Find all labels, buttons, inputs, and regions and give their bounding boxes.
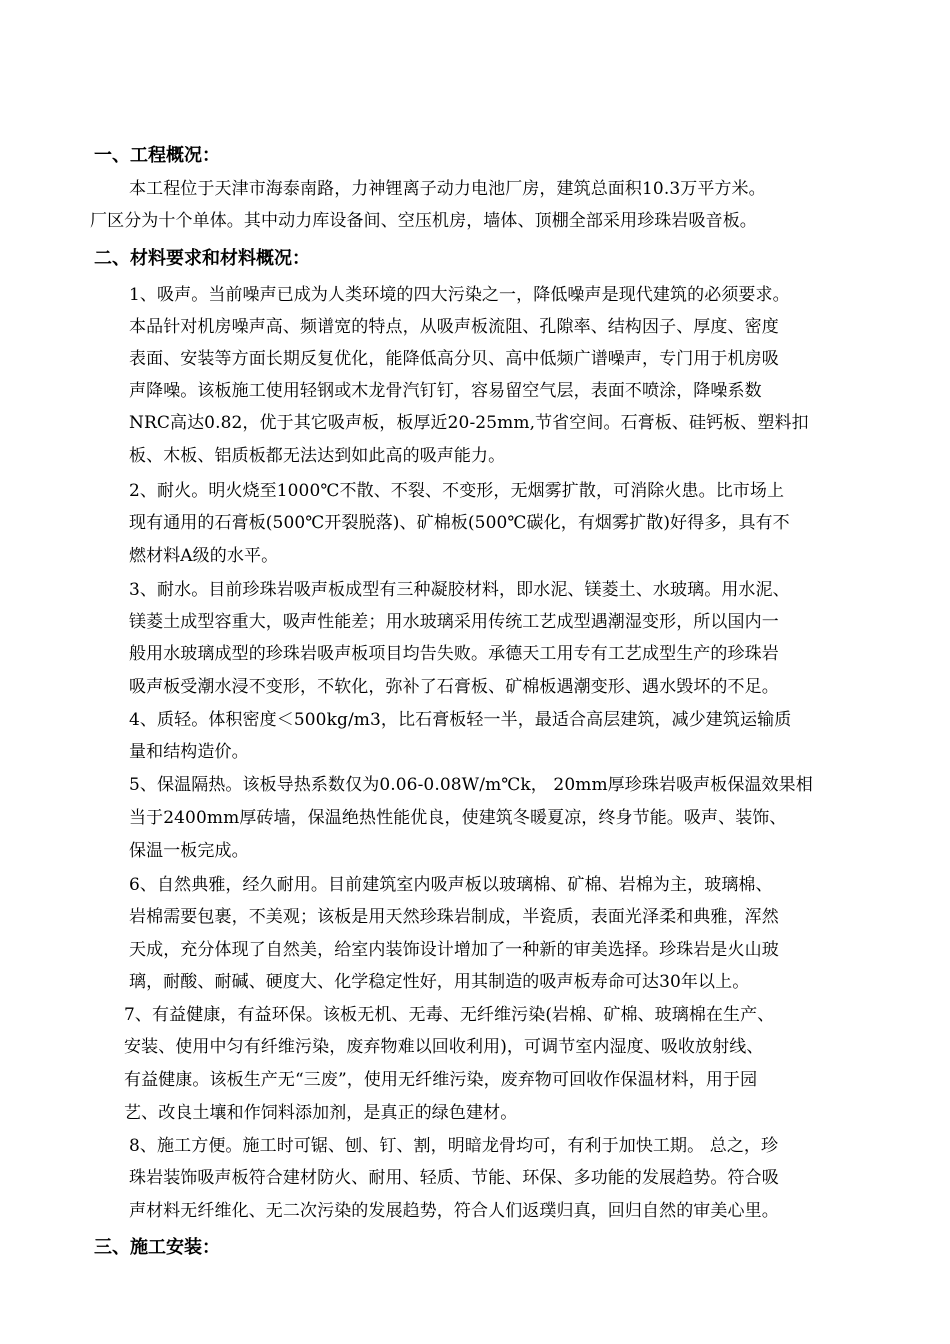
paragraph-line: 吸声板受潮水浸不变形，不软化，弥补了石膏板、矿棉板遇潮变形、遇水毁坏的不足。: [129, 677, 779, 697]
paragraph-line: 量和结构造价。: [129, 742, 249, 762]
paragraph-line: 声材料无纤维化、无二次污染的发展趋势，符合人们返璞归真，回归自然的审美心里。: [129, 1201, 779, 1221]
paragraph-line: 本品针对机房噪声高、频谱宽的特点，从吸声板流阻、孔隙率、结构因子、厚度、密度: [129, 317, 779, 337]
section-heading-materials: 二、材料要求和材料概况：: [94, 248, 310, 269]
paragraph-line: 1、吸声。当前噪声已成为人类环境的四大污染之一，降低噪声是现代建筑的必须要求。: [129, 285, 790, 305]
paragraph-line: 本工程位于天津市海泰南路，力神锂离子动力电池厂房，建筑总面积10.3万平方米。: [129, 179, 766, 199]
paragraph-line: 有益健康。该板生产无“三废”，使用无纤维污染，废弃物可回收作保温材料，用于园: [124, 1070, 758, 1090]
paragraph-line: 表面、安装等方面长期反复优化，能降低高分贝、高中低频广谱噪声，专门用于机房吸: [129, 349, 779, 369]
paragraph-line: 天成，充分体现了自然美，给室内装饰设计增加了一种新的审美选择。珍珠岩是火山玻: [129, 940, 779, 960]
paragraph-line: 般用水玻璃成型的珍珠岩吸声板项目均告失败。承德天工用专有工艺成型生产的珍珠岩: [129, 644, 779, 664]
paragraph-line: 声降噪。该板施工使用轻钢或木龙骨汽钉钉，容易留空气层，表面不喷涂，降噪系数: [129, 381, 762, 401]
paragraph-line: 板、木板、铝质板都无法达到如此高的吸声能力。: [129, 446, 506, 466]
paragraph-line: 4、质轻。体积密度＜500kg/m3，比石膏板轻一半，最适合高层建筑，减少建筑运输质: [129, 710, 792, 730]
paragraph-line: 岩棉需要包裹，不美观；该板是用天然珍珠岩制成，半瓷质，表面光泽柔和典雅，浑然: [129, 907, 779, 927]
paragraph-line: 保温一板完成。: [129, 841, 249, 861]
paragraph-line: 3、耐水。目前珍珠岩吸声板成型有三种凝胶材料，即水泥、镁菱土、水玻璃。用水泥、: [129, 580, 790, 600]
paragraph-line: 璃，耐酸、耐碱、硬度大、化学稳定性好，用其制造的吸声板寿命可达30年以上。: [129, 972, 750, 992]
paragraph-line: NRC高达0.82，优于其它吸声板，板厚近20-25mm,节省空间。石膏板、硅钙板、塑料扣: [129, 413, 809, 433]
paragraph-line: 7、有益健康，有益环保。该板无机、无毒、无纤维污染(岩棉、矿棉、玻璃棉在生产、: [124, 1005, 775, 1025]
paragraph-line: 珠岩装饰吸声板符合建材防火、耐用、轻质、节能、环保、多功能的发展趋势。符合吸: [129, 1168, 779, 1188]
paragraph-line: 5、保温隔热。该板导热系数仅为0.06-0.08W/m℃k， 20mm厚珍珠岩吸声板保温效果相: [129, 775, 813, 795]
section-heading-installation: 三、施工安装：: [94, 1237, 220, 1258]
paragraph-line: 镁菱土成型容重大，吸声性能差；用水玻璃采用传统工艺成型遇潮湿变形，所以国内一: [129, 612, 779, 632]
paragraph-line: 2、耐火。明火烧至1000℃不散、不裂、不变形，无烟雾扩散，可消除火患。比市场上: [129, 481, 785, 501]
paragraph-line: 现有通用的石膏板(500℃开裂脱落)、矿棉板(500℃碳化，有烟雾扩散)好得多，具有不: [129, 513, 790, 533]
paragraph-line: 厂区分为十个单体。其中动力库设备间、空压机房，墙体、顶棚全部采用珍珠岩吸音板。: [90, 211, 757, 231]
section-heading-overview: 一、工程概况：: [94, 145, 220, 166]
paragraph-line: 当于2400mm厚砖墙，保温绝热性能优良，使建筑冬暖夏凉，终身节能。吸声、装饰、: [129, 808, 787, 828]
paragraph-line: 安装、使用中匀有纤维污染，废弃物难以回收利用)，可调节室内湿度、吸收放射线、: [124, 1037, 764, 1057]
paragraph-line: 6、自然典雅，经久耐用。目前建筑室内吸声板以玻璃棉、矿棉、岩棉为主，玻璃棉、: [129, 875, 773, 895]
paragraph-line: 燃材料A级的水平。: [129, 546, 279, 566]
paragraph-line: 8、施工方便。施工时可锯、刨、钉、割，明暗龙骨均可，有利于加快工期。 总之，珍: [129, 1136, 779, 1156]
paragraph-line: 艺、改良土壤和作饲料添加剂，是真正的绿色建材。: [124, 1103, 518, 1123]
